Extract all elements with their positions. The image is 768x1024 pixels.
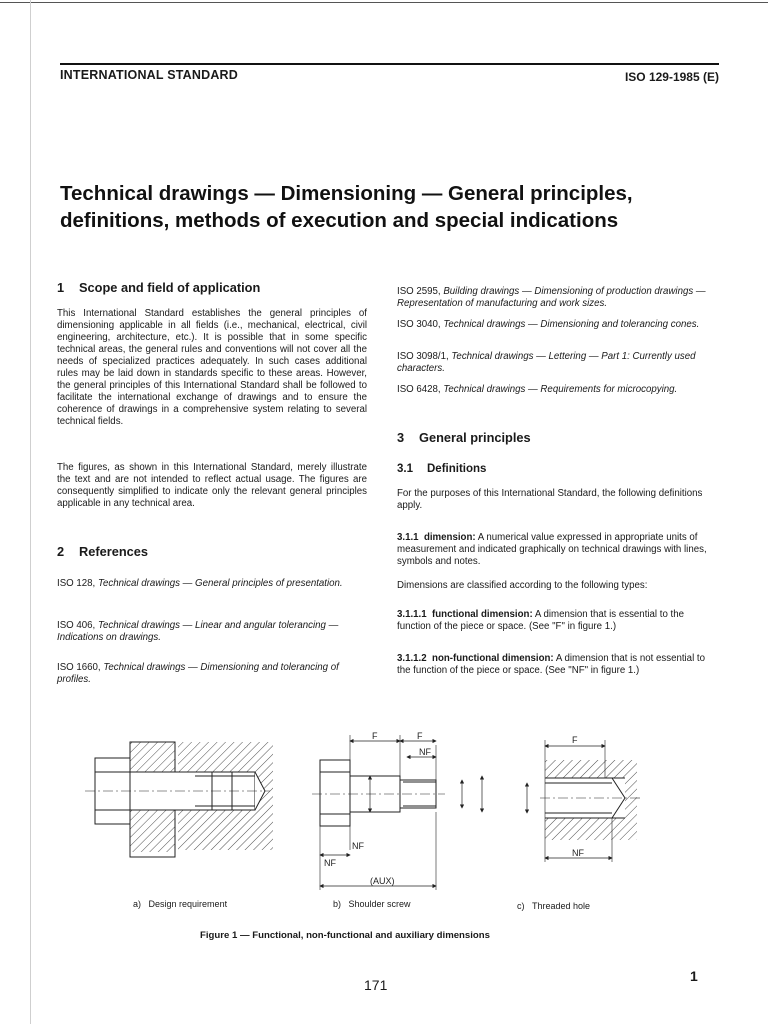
figure-1-caption: Figure 1 — Functional, non-functional and auxiliary dimensions (200, 930, 490, 941)
section-3-heading: 3 General principles (397, 430, 531, 445)
section-2-heading: 2 References (57, 544, 149, 559)
definition-3-1-1-1: 3.1.1.1 functional dimension: A dimension that is essential to the function of the piece or space. (See "F" in figure 1.) (397, 609, 685, 632)
header-standard-number: ISO 129-1985 (E) (624, 70, 719, 84)
section-1-heading: 1 Scope and field of application (57, 280, 261, 295)
figure-b-shoulder-screw (312, 735, 482, 890)
fig-b-aux: (AUX) (370, 876, 395, 886)
reference-iso-6428: ISO 6428, Technical drawings — Requirements for microcopying. (397, 384, 678, 395)
figure-b-caption: b) Shoulder screw (333, 899, 411, 909)
title-line-1: Technical drawings — Dimensioning — General principles, (60, 182, 633, 205)
definition-3-1-1: 3.1.1 dimension: A numerical value expressed in appropriate units of measurement and indicated graphically on technical drawings with lines, symbols and notes. (397, 532, 707, 567)
section-1-paragraph-2: The figures, as shown in this International Standard, merely illustrate the text and are not intended to reflect actual usage. The figures are consequently simplified to indicate only the relevant general principles applicable in any technical area. (57, 462, 367, 509)
fig-b-nf-bottom-left: NF (324, 858, 336, 868)
reference-iso-2595: ISO 2595, Building drawings — Dimensioning of production drawings — Representation of manufacturing and work sizes. (397, 286, 706, 309)
dimension-types-intro: Dimensions are classified according to the following types: (397, 580, 648, 591)
fig-b-f-right: F (417, 731, 423, 741)
reference-iso-406: ISO 406, Technical drawings — Linear and angular tolerancing — Indications on drawings. (57, 620, 339, 643)
section-1-paragraph-1: This International Standard establishes the general principles of dimensioning applicable in all fields (i.e., mechanical, electrical, civil engineering, architecture, etc.). It is possible that in some specific technical areas, the general rules and conventions will not cover all the needs of specialized practices adequately. In such cases additional rules may be laid down in standards specific to these areas. However, the general principles of this International Standard shall be followed to facilitate the international exchange of drawings and to ensure the coherence of drawings in a comprehensive system relating to several technical fields. (57, 308, 367, 427)
reference-iso-3040: ISO 3040, Technical drawings — Dimensioning and tolerancing cones. (397, 319, 700, 330)
scan-top-border (0, 2, 768, 3)
running-header (60, 63, 719, 87)
title-line-2: definitions, methods of execution and special indications (60, 209, 619, 232)
page-number: 171 (364, 977, 388, 993)
figure-a-design-requirement (85, 742, 273, 857)
fig-b-nf-top: NF (419, 747, 431, 757)
reference-iso-1660: ISO 1660, Technical drawings — Dimensioning and tolerancing of profiles. (57, 662, 339, 685)
fig-c-f: F (572, 735, 578, 745)
fig-b-f-left: F (372, 731, 378, 741)
fig-c-nf: NF (572, 848, 584, 858)
figure-c-threaded-hole (527, 740, 640, 862)
section-3-1-heading: 3.1 Definitions (397, 463, 487, 475)
page-number-right: 1 (690, 968, 698, 984)
fig-b-nf-bottom-right: NF (352, 841, 364, 851)
reference-iso-3098: ISO 3098/1, Technical drawings — Lettering — Part 1: Currently used characters. (397, 351, 696, 374)
header-standard-label: INTERNATIONAL STANDARD (60, 68, 239, 82)
definition-3-1-1-2: 3.1.1.2 non-functional dimension: A dimension that is not essential to the function of the piece or space. (See "NF" in figure 1.) (397, 653, 705, 676)
definitions-intro: For the purposes of this International Standard, the following definitions apply. (397, 488, 703, 511)
figure-c-caption: c) Threaded hole (517, 901, 591, 911)
figure-a-caption: a) Design requirement (133, 899, 228, 909)
document-title (60, 180, 740, 234)
reference-iso-128: ISO 128, Technical drawings — General principles of presentation. (57, 578, 343, 589)
